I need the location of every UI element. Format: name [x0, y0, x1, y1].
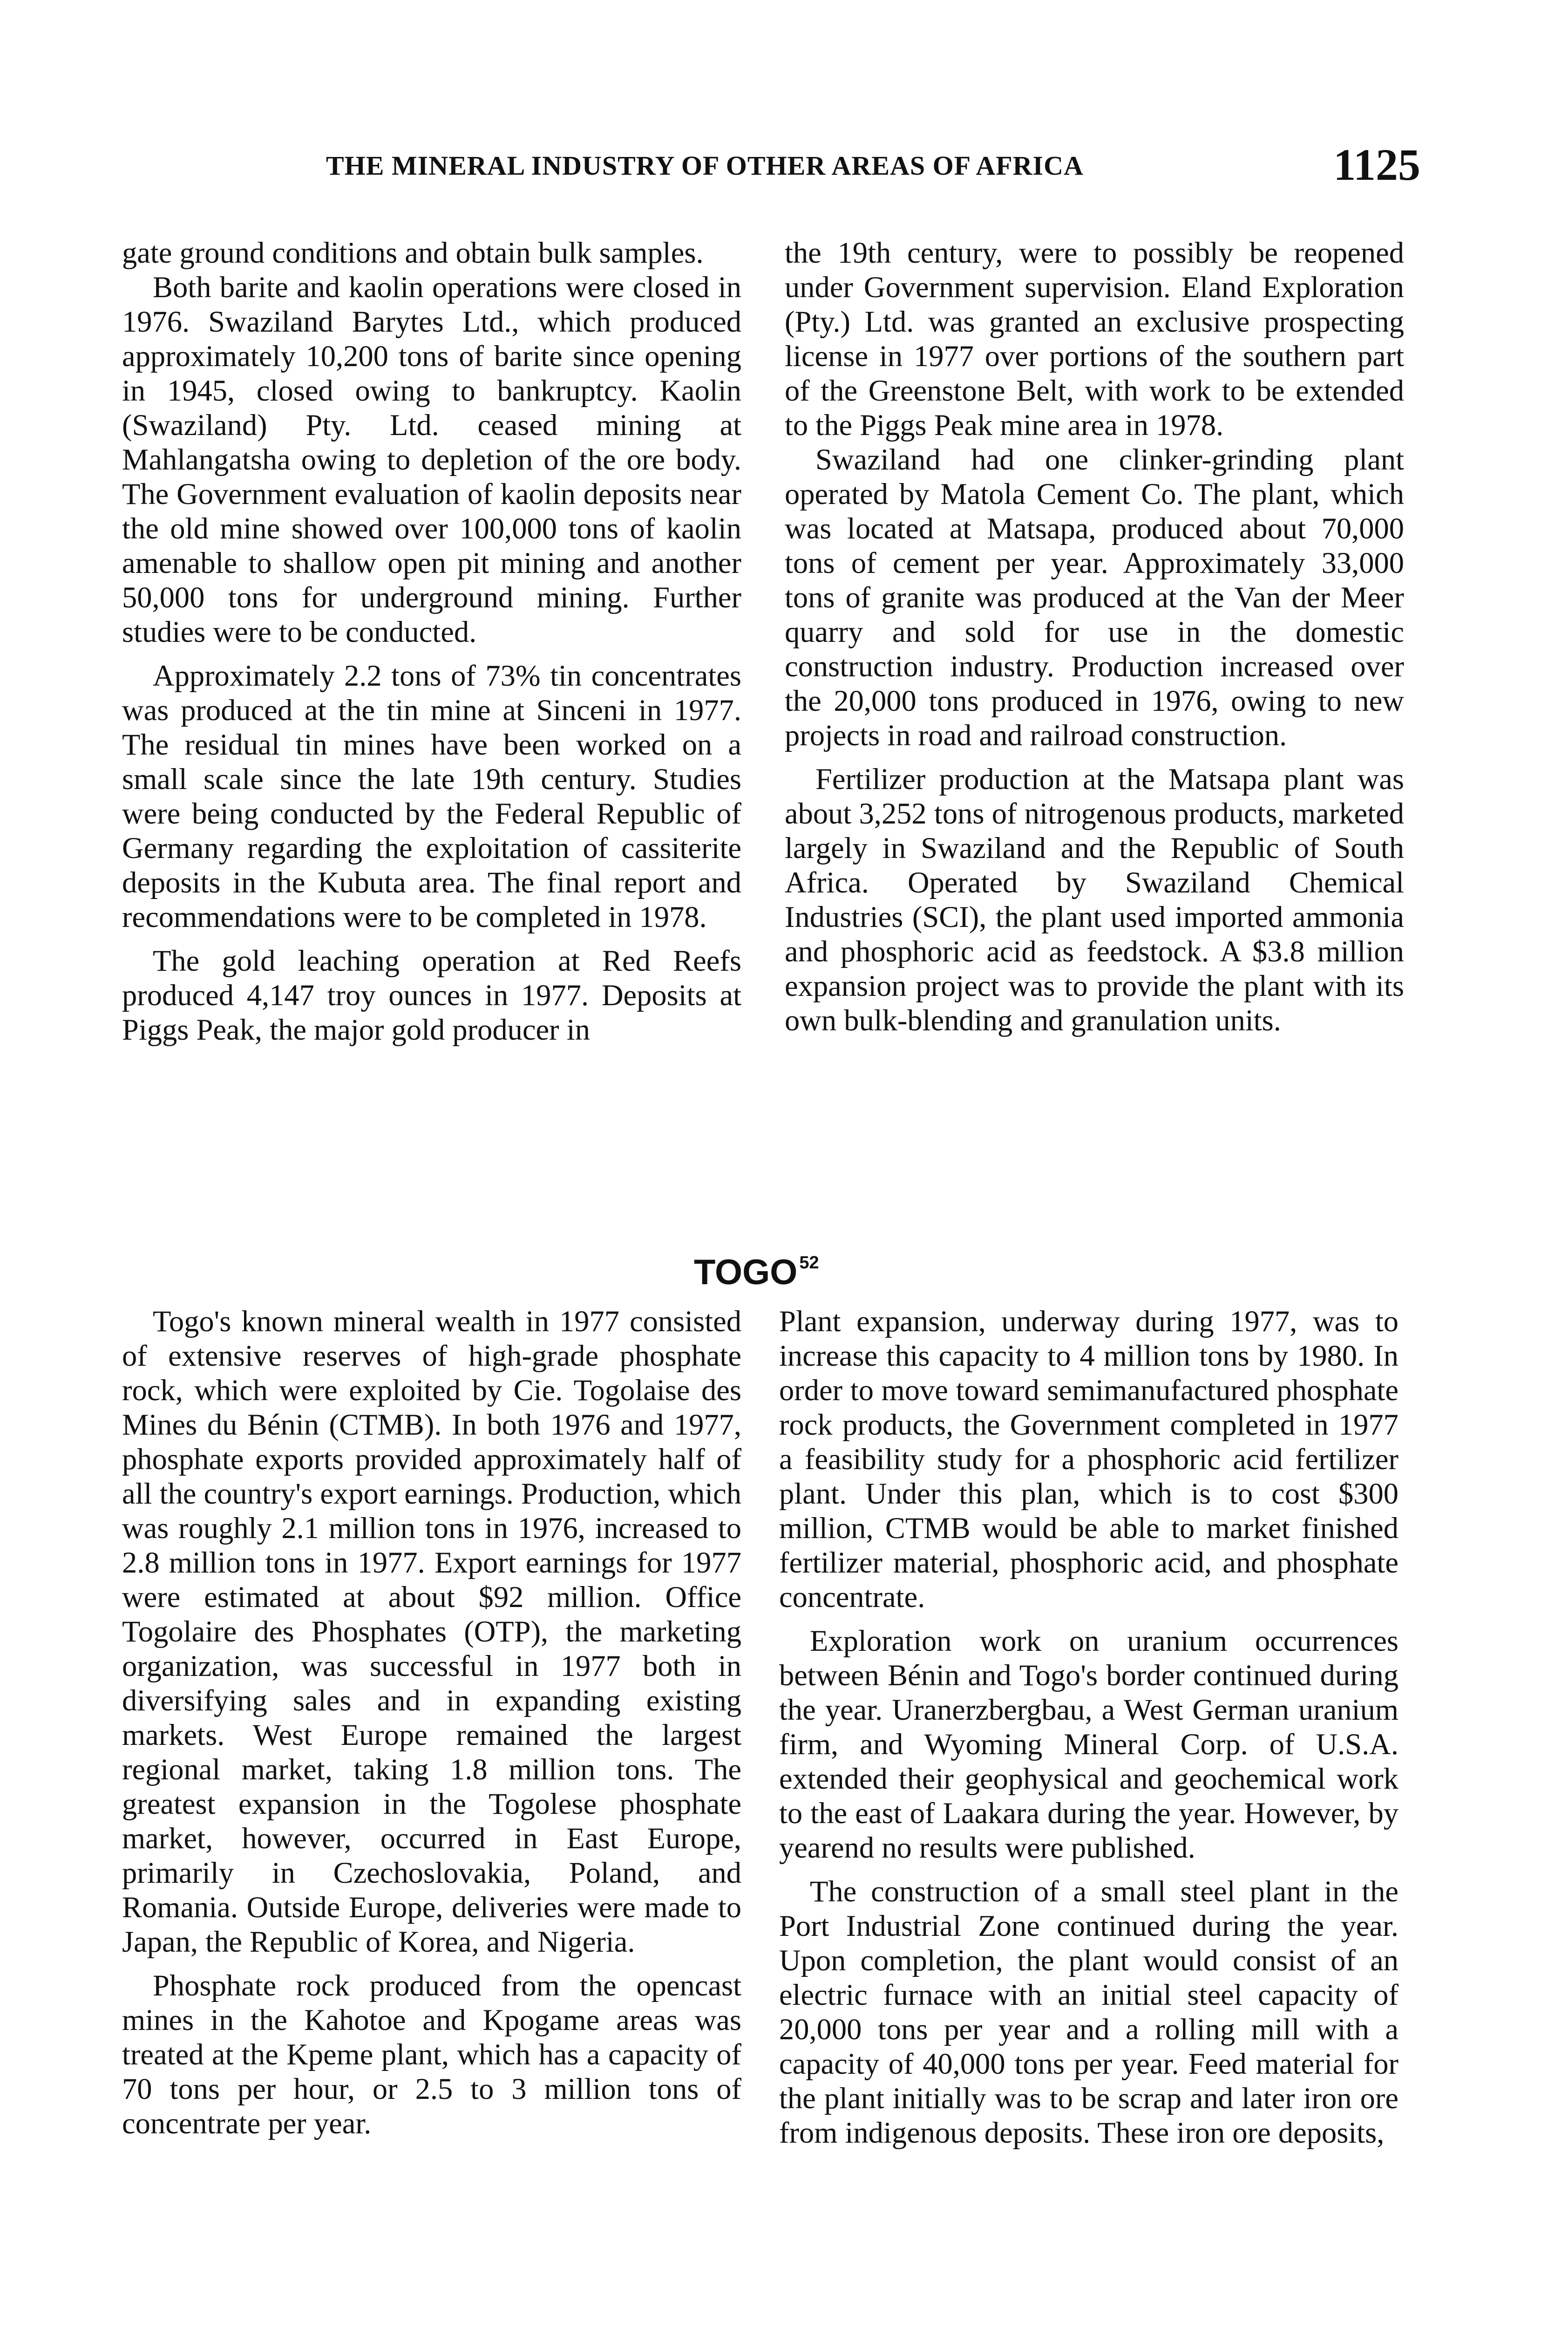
togo-left-column [122, 1304, 741, 2141]
page-number: 1125 [1333, 140, 1420, 190]
paragraph: Both barite and kaolin operations were closed in 1976. Swaziland Barytes Ltd., which produced approximately 10,200 tons of barite since opening in 1945, closed owing to bankruptcy. Kaolin (Swaziland) Pty. Ltd. ceased mining at Mahlangatsha owing to depletion of the ore body. The Government evaluation of kaolin deposits near the old mine showed over 100,000 tons of kaolin amenable to shallow open pit mining and another 50,000 tons for underground mining. Further studies were to be conducted. [122, 271, 741, 648]
togo-right-column [779, 1304, 1398, 2150]
running-title: THE MINERAL INDUSTRY OF OTHER AREAS OF AFRICA [326, 150, 1084, 181]
paragraph: Approximately 2.2 tons of 73% tin concentrates was produced at the tin mine at Sinceni in 1977. The residual tin mines have been worked on a small scale since the late 19th century. Studies were being conducted by the Federal Republic of Germany regarding the exploitation of cassiterite deposits in the Kubuta area. The final report and recommendations were to be completed in 1978. [122, 659, 741, 933]
paragraph: Plant expansion, underway during 1977, was to increase this capacity to 4 million tons by 1980. In order to move toward semimanufactured phosphate rock products, the Government completed in 1977 a feasibility study for a phosphoric acid fertilizer plant. Under this plan, which is to cost $300 million, CTMB would be able to market finished fertilizer material, phosphoric acid, and phosphate concentrate. [779, 1305, 1398, 1614]
paragraph: Exploration work on uranium occurrences between Bénin and Togo's border continued during the year. Uranerzbergbau, a West German uranium firm, and Wyoming Mineral Corp. of U.S.A. extended their geophysical and geochemical work to the east of Laakara during the year. However, by yearend no results were published. [779, 1624, 1398, 1864]
footnote-marker: 52 [799, 1253, 819, 1273]
swaziland-right-column [785, 236, 1404, 1038]
swaziland-left-column [122, 236, 741, 1047]
paragraph: The gold leaching operation at Red Reefs produced 4,147 troy ounces in 1977. Deposits at Piggs Peak, the major gold producer in [122, 944, 741, 1046]
paragraph: Togo's known mineral wealth in 1977 consisted of extensive reserves of high-grade phosphate rock, which were exploited by Cie. Togolaise des Mines du Bénin (CTMB). In both 1976 and 1977, phosphate exports provided approximately half of all the country's export earnings. Production, which was roughly 2.1 million tons in 1976, increased to 2.8 million tons in 1977. Export earnings for 1977 were estimated at about $92 million. Office Togolaire des Phosphates (OTP), the marketing organization, was successful in 1977 both in diversifying sales and in expanding existing markets. West Europe remained the largest regional market, taking 1.8 million tons. The greatest expansion in the Togolese phosphate market, however, occurred in East Europe, primarily in Czechoslovakia, Poland, and Romania. Outside Europe, deliveries were made to Japan, the Republic of Korea, and Nigeria. [122, 1305, 741, 1958]
paragraph: gate ground conditions and obtain bulk samples. [122, 236, 704, 269]
paragraph: the 19th century, were to possibly be reopened under Government supervision. Eland Exploration (Pty.) Ltd. was granted an exclusive prospecting license in 1977 over portions of the southern part of the Greenstone Belt, with work to be extended to the Piggs Peak mine area in 1978. [785, 236, 1404, 442]
paragraph: Fertilizer production at the Matsapa plant was about 3,252 tons of nitrogenous products, marketed largely in Swaziland and the Republic of South Africa. Operated by Swaziland Chemical Industries (SCI), the plant used imported ammonia and phosphoric acid as feedstock. A $3.8 million expansion project was to provide the plant with its own bulk-blending and granulation units. [785, 763, 1404, 1037]
running-head [126, 135, 1420, 191]
paragraph: Swaziland had one clinker-grinding plant operated by Matola Cement Co. The plant, which was located at Matsapa, produced about 70,000 tons of cement per year. Approximately 33,000 tons of granite was produced at the Van der Meer quarry and sold for use in the domestic construction industry. Production increased over the 20,000 tons produced in 1976, owing to new projects in road and railroad construction. [785, 443, 1404, 752]
section-title: TOGO [694, 1253, 798, 1293]
paragraph: The construction of a small steel plant in the Port Industrial Zone continued during the year. Upon completion, the plant would consist of an electric furnace with an initial steel capacity of 20,000 tons per year and a rolling mill with a capacity of 40,000 tons per year. Feed material for the plant initially was to be scrap and later iron ore from indigenous deposits. These iron ore deposits, [779, 1875, 1398, 2149]
paragraph: Phosphate rock produced from the opencast mines in the Kahotoe and Kpogame areas was treated at the Kpeme plant, which has a capacity of 70 tons per hour, or 2.5 to 3 million tons of concentrate per year. [122, 1969, 741, 2140]
section-heading-togo [694, 1252, 819, 1293]
